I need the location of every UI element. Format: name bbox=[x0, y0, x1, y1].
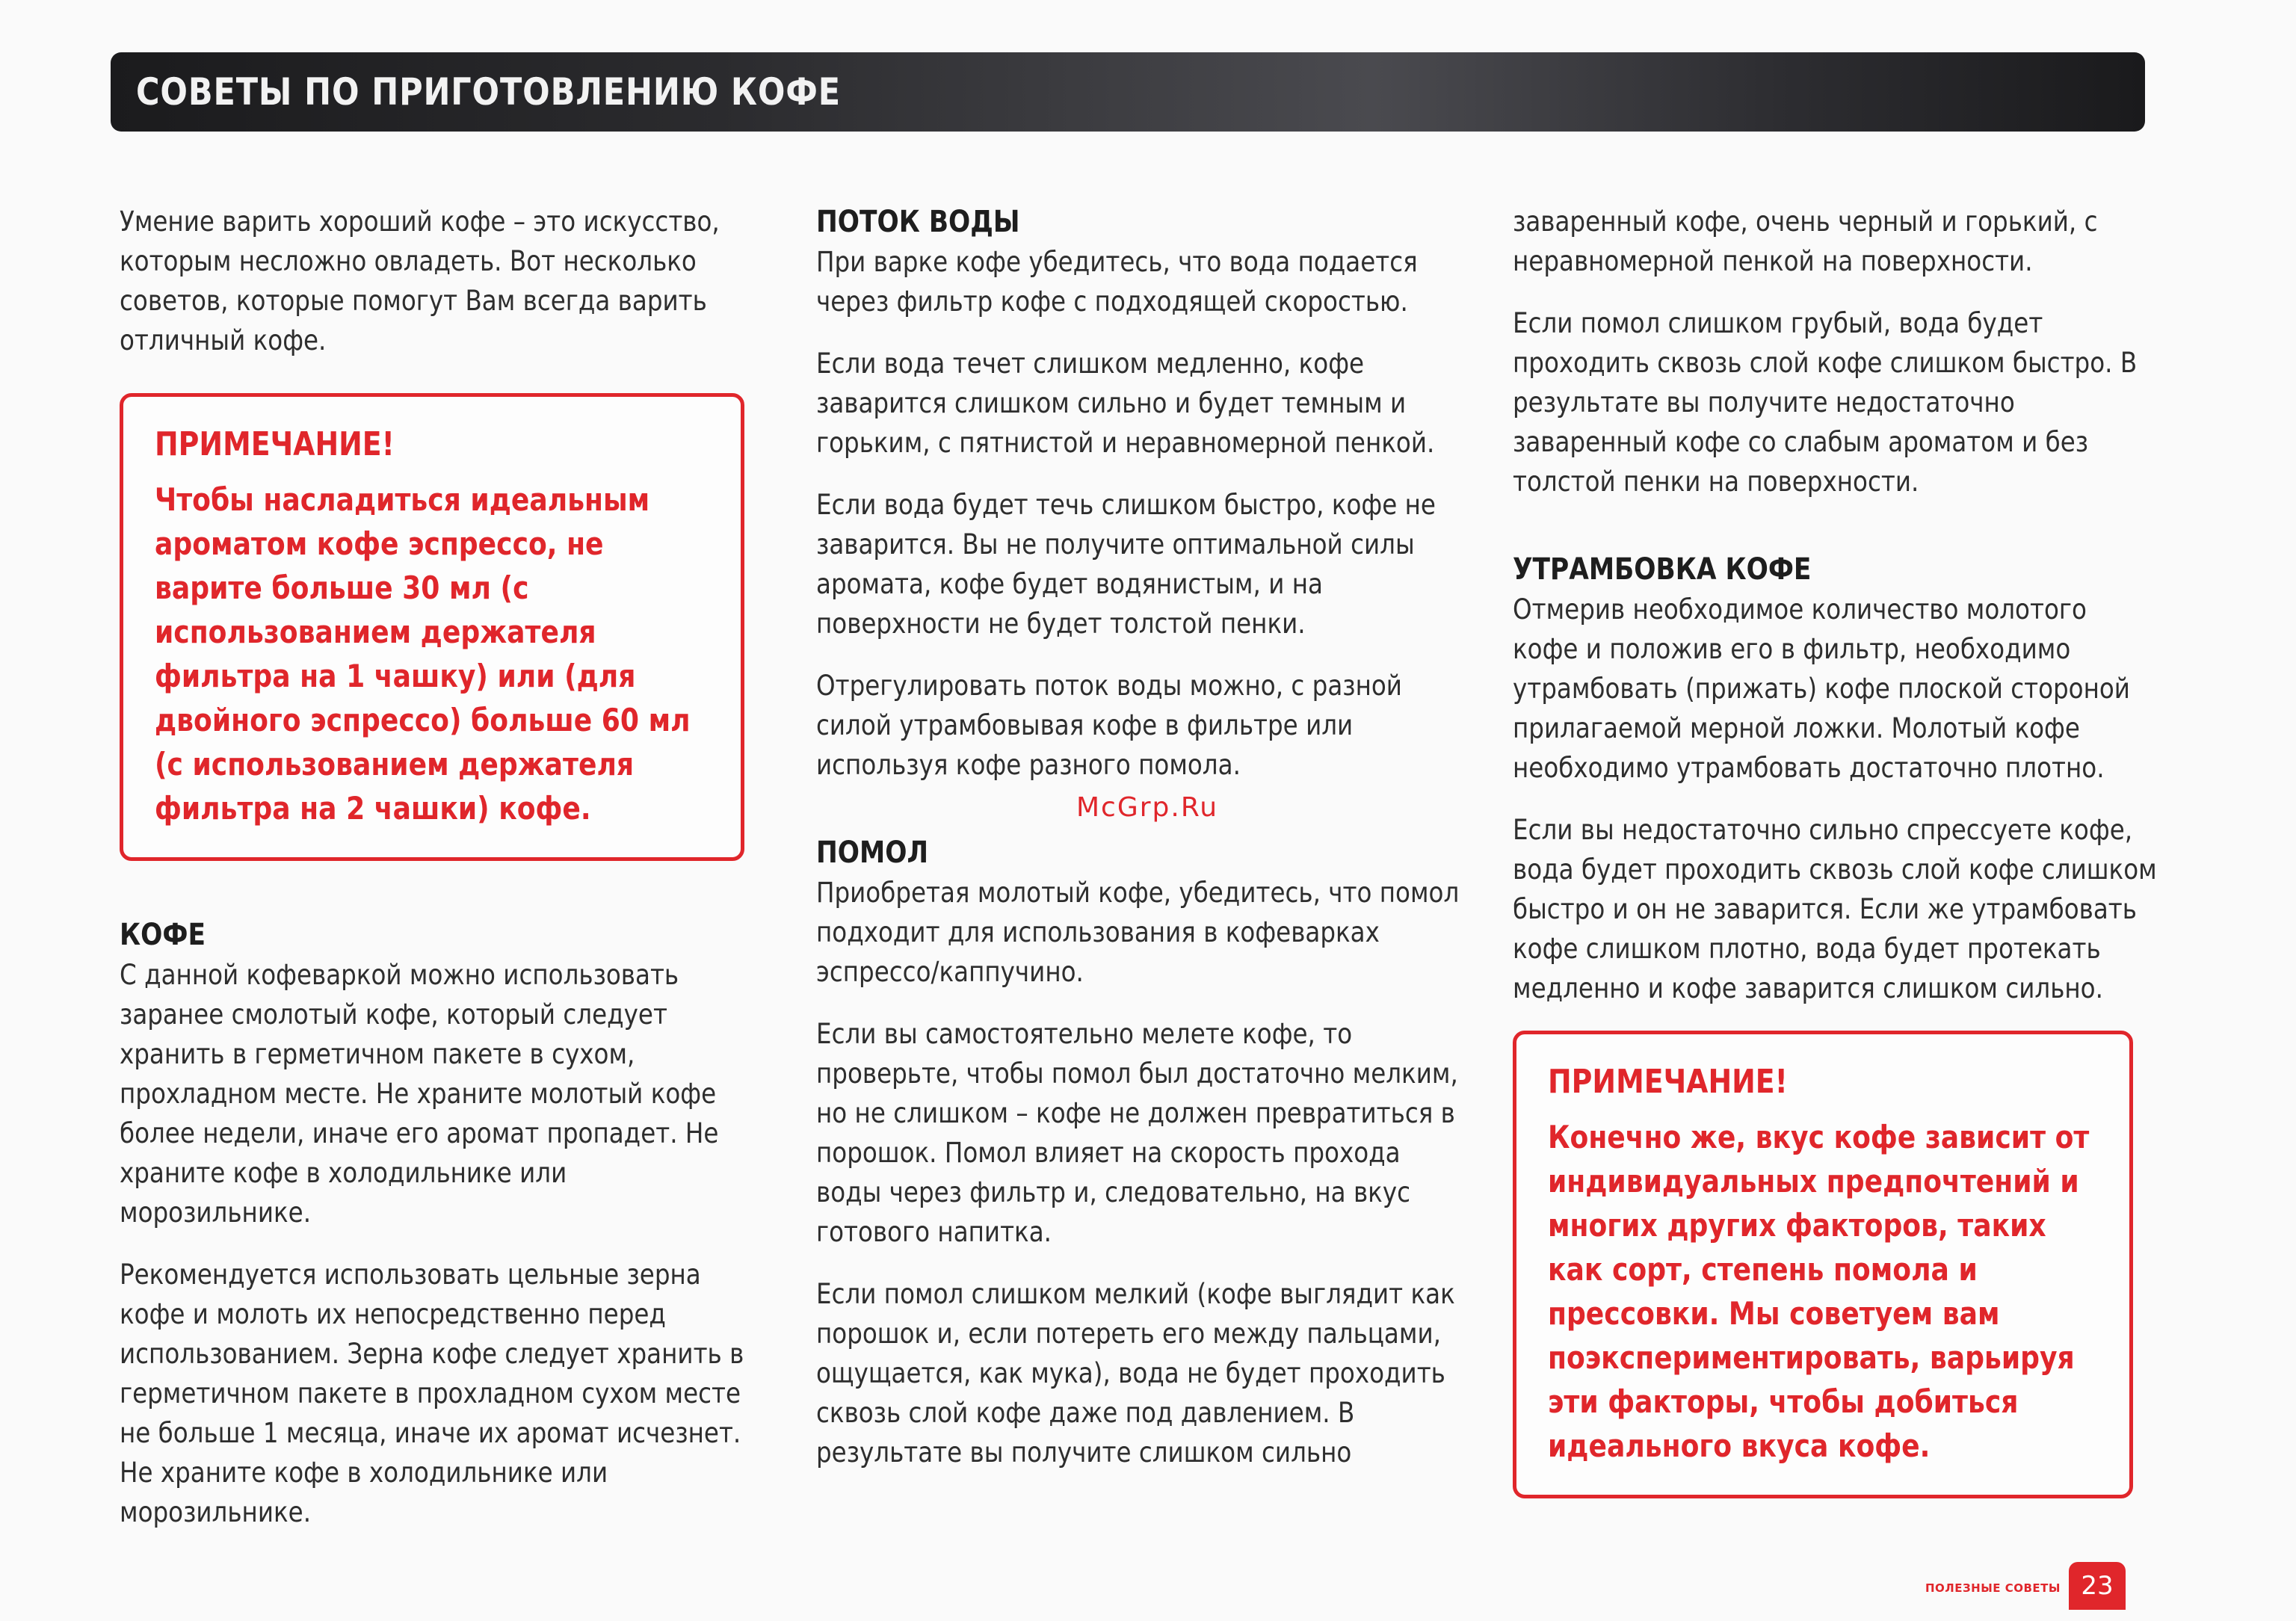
column-left bbox=[120, 202, 747, 1554]
column-right bbox=[1513, 202, 2163, 1498]
flow-paragraph-2: Если вода течет слишком медленно, кофе заварится слишком сильно и будет темным и горьким, с пятнистой и неравномерной пенкой. bbox=[816, 348, 1435, 459]
coarse-grind-paragraph: Если помол слишком грубый, вода будет проходить сквозь слой кофе слишком быстро. В результате вы получите недостаточно заваренный кофе со слабым ароматом и без толстой пенки на поверхности. bbox=[1513, 307, 2138, 498]
note-title: ПРИМЕЧАНИЕ! bbox=[155, 425, 395, 463]
page-header-bar bbox=[111, 52, 2145, 132]
coffee-paragraph-2: Рекомендуется использовать цельные зерна кофе и молоть их непосредственно перед использованием. Зерна кофе следует хранить в герметичном пакете в прохладном сухом месте не больше 1 месяца, иначе их аромат исчезнет. Не храните кофе в холодильнике или морозильнике. bbox=[120, 1259, 744, 1528]
section-heading-grind: ПОМОЛ bbox=[816, 836, 929, 870]
tamp-paragraph-2: Если вы недостаточно сильно спрессуете кофе, вода будет проходить сквозь слой кофе слишком быстро и он не заварится. Если же утрамбовать кофе слишком плотно, вода будет протекать медленно и кофе заварится слишком сильно. bbox=[1513, 814, 2157, 1004]
grind-paragraph-1: Приобретая молотый кофе, убедитесь, что помол подходит для использования в кофеварках эспрессо/каппучино. bbox=[816, 877, 1460, 988]
coffee-paragraph-1: С данной кофеваркой можно использовать заранее смолотый кофе, который следует хранить в герметичном пакете в сухом, прохладном месте. Не храните молотый кофе более недели, иначе его аромат пропадет. Не храните кофе в холодильнике или морозильнике. bbox=[120, 959, 719, 1229]
note-box-espresso bbox=[120, 393, 744, 861]
note-text: Конечно же, вкус кофе зависит от индивидуальных предпочтений и многих других факторов, таких как сорт, степень помола и прессовки. Мы советуем вам поэкспериментировать, варьируя эти факторы, чтобы добиться идеального вкуса кофе. bbox=[1548, 1119, 2090, 1464]
column-middle bbox=[816, 202, 1474, 1495]
watermark-text: McGrp.Ru bbox=[1076, 792, 1219, 823]
section-heading-tamping: УТРАМБОВКА КОФЕ bbox=[1513, 552, 1812, 587]
note-title: ПРИМЕЧАНИЕ! bbox=[1548, 1063, 1788, 1101]
grind-paragraph-3: Если помол слишком мелкий (кофе выглядит как порошок и, если потереть его между пальцами, ощущается, как мука), вода не будет проходить сквозь слой кофе даже под давлением. В результате вы получите слишком сильно bbox=[816, 1278, 1455, 1469]
footer-section-label: ПОЛЕЗНЫЕ СОВЕТЫ bbox=[1925, 1581, 2061, 1595]
page-number-badge: 23 bbox=[2069, 1562, 2126, 1610]
section-heading-water-flow: ПОТОК ВОДЫ bbox=[816, 205, 1020, 239]
flow-paragraph-1: При варке кофе убедитесь, что вода подается через фильтр кофе с подходящей скоростью. bbox=[816, 246, 1418, 318]
section-heading-coffee: КОФЕ bbox=[120, 918, 206, 952]
intro-paragraph: Умение варить хороший кофе – это искусство, которым несложно овладеть. Вот несколько советов, которые помогут Вам всегда варить отличный кофе. bbox=[120, 206, 720, 356]
page-title: СОВЕТЫ ПО ПРИГОТОВЛЕНИЮ КОФЕ bbox=[136, 70, 842, 114]
grind-paragraph-2: Если вы самостоятельно мелете кофе, то проверьте, чтобы помол был достаточно мелким, но не слишком – кофе не должен превратиться в порошок. Помол влияет на скорость прохода воды через фильтр и, следовательно, на вкус готового напитка. bbox=[816, 1018, 1458, 1248]
tamp-paragraph-1: Отмерив необходимое количество молотого кофе и положив его в фильтр, необходимо утрамбовать (прижать) кофе плоской стороной прилагаемой мерной ложки. Молотый кофе необходимо утрамбовать достаточно плотно. bbox=[1513, 593, 2130, 784]
flow-paragraph-4: Отрегулировать поток воды можно, с разной силой утрамбовывая кофе в фильтре или используя кофе разного помола. bbox=[816, 670, 1402, 781]
note-text: Чтобы насладиться идеальным ароматом кофе эспрессо, не варите больше 30 мл (с использованием держателя фильтра на 1 чашку) или (для двойного эспрессо) больше 60 мл (с использованием держателя фильтра на 2 чашки) кофе. bbox=[155, 481, 691, 827]
flow-paragraph-3: Если вода будет течь слишком быстро, кофе не заварится. Вы не получите оптимальной силы аромата, кофе будет водянистым, и на поверхности не будет толстой пенки. bbox=[816, 489, 1436, 640]
note-box-taste bbox=[1513, 1031, 2133, 1498]
grind-continuation-paragraph: заваренный кофе, очень черный и горький, с неравномерной пенкой на поверхности. bbox=[1513, 206, 2098, 277]
